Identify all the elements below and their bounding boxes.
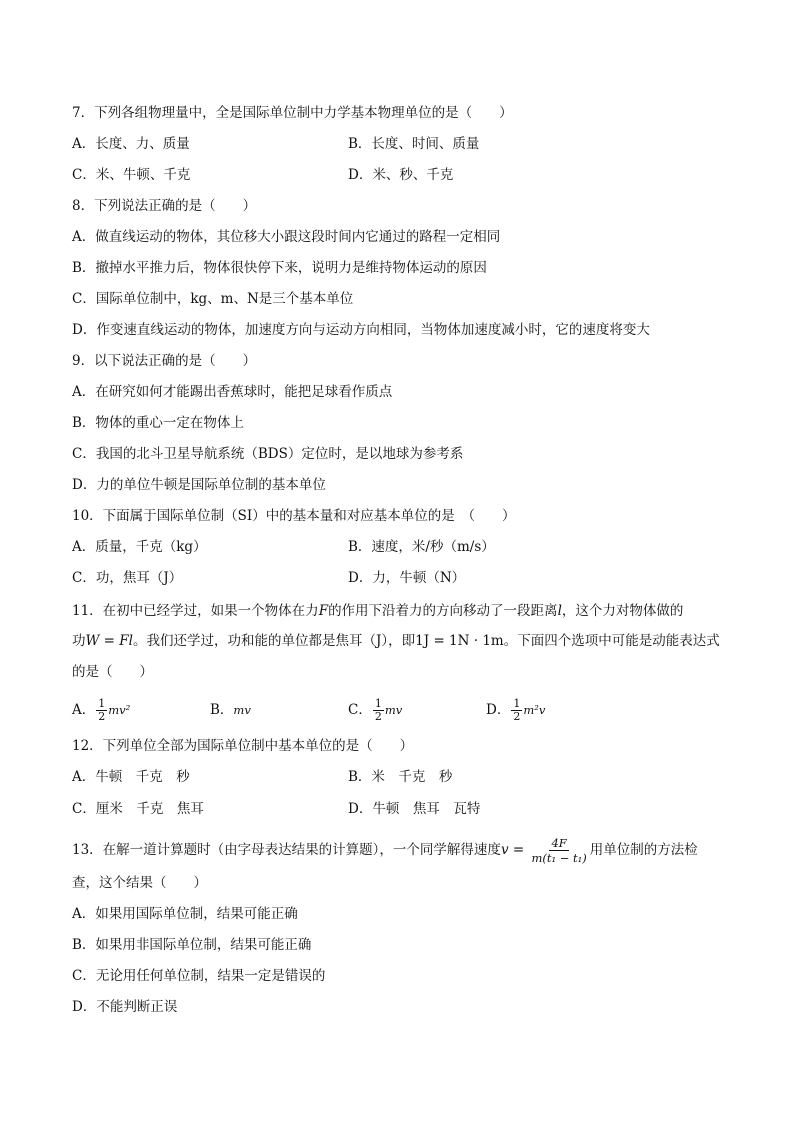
q10-option-a: A．质量，千克（kg） [72,539,207,555]
q12-option-a: A．牛顿 千克 秒 [72,769,190,785]
q13-equals: = [508,842,529,858]
q9-option-c: C．我国的北斗卫星导航系统（BDS）定位时，是以地球为参考系 [72,446,464,462]
q11-option-c-fraction [373,698,384,723]
q13-option-b: B．如果用非国际单位制，结果可能正确 [72,937,312,953]
q12-option-c: C．厘米 千克 焦耳 [72,801,204,817]
q11-text-1: 11．在初中已经学过，如果一个物体在力 [72,603,319,619]
q10-stem: 10．下面属于国际单位制（SI）中的基本量和对应基本单位的是 （ ） [72,508,516,524]
q11-option-d-fraction [511,698,522,723]
q7-stem: 7．下列各组物理量中，全是国际单位制中力学基本物理单位的是（ ） [72,105,513,121]
q13-stem-line2: 查，这个结果（ ） [72,875,207,891]
q11-stem-line1 [72,601,683,621]
q11-var-w: W [85,633,100,649]
q11-option-c [348,698,402,723]
q8-option-a: A．做直线运动的物体，其位移大小跟这段时间内它通过的路程一定相同 [72,229,501,245]
q11-option-c-label: C． [348,702,372,718]
q11-option-a-expr: mv² [108,703,131,717]
fraction-denominator: m(t₁ − t₁) [531,851,587,865]
q11-option-a-fraction [96,698,107,723]
fraction-numerator: 1 [374,697,382,710]
q13-velocity-fraction [529,836,588,865]
q10-option-d: D．力，牛顿（N） [348,570,466,586]
q13-stem-line1 [72,836,698,865]
q7-option-a: A．长度、力、质量 [72,136,190,152]
q8-option-b: B．撤掉水平推力后，物体很快停下来，说明力是维持物体运动的原因 [72,260,487,276]
fraction-denominator: 2 [513,710,521,723]
q11-option-b-expr: mv [233,703,251,717]
q11-text-5: 。我们还学过，功和能的单位都是焦耳（J），即1J = 1N · 1m。下面四个选项中可能是动能表达式 [132,633,720,649]
q10-option-b: B．速度，米/秒（m/s） [348,539,495,555]
q9-option-b: B．物体的重心一定在物体上 [72,415,244,431]
q9-option-a: A．在研究如何才能踢出香蕉球时，能把足球看作质点 [72,384,393,400]
q13-var-v: v [500,842,509,858]
q8-option-d: D．作变速直线运动的物体，加速度方向与运动方向相同，当物体加速度减小时，它的速度将变大 [72,322,650,338]
q12-option-b: B．米 千克 秒 [348,769,453,785]
q11-stem-line3: 的是（ ） [72,664,153,680]
q11-option-d-label: D． [486,702,511,718]
q7-option-d: D．米、秒、千克 [348,167,454,183]
q13-text-2: 用单位制的方法检 [589,842,698,858]
q8-option-c: C．国际单位制中，kg、m、N是三个基本单位 [72,291,354,307]
q11-option-d [486,698,545,723]
q7-option-c: C．米、牛顿、千克 [72,167,191,183]
q13-text-1: 13．在解一道计算题时（由字母表达结果的计算题），一个同学解得速度 [72,842,501,858]
q13-option-d: D．不能判断正误 [72,999,178,1015]
q13-option-a: A．如果用国际单位制，结果可能正确 [72,906,298,922]
q11-var-f: F [318,603,329,619]
q11-option-c-expr: mv [384,703,403,717]
fraction-denominator: 2 [374,710,382,723]
q13-option-c: C．无论用任何单位制，结果一定是错误的 [72,968,326,984]
q11-option-d-expr: m²v [523,703,546,717]
q11-text-2: 的作用下沿着力的方向移动了一段距离 [328,603,558,619]
q11-option-b-label: B． [210,702,234,718]
q10-option-c: C．功，焦耳（J） [72,570,183,586]
q9-option-d: D．力的单位牛顿是国际单位制的基本单位 [72,477,326,493]
q9-stem: 9．以下说法正确的是（ ） [72,353,257,369]
q11-equals: = [99,633,120,649]
q11-option-a-label: A． [72,702,96,718]
fraction-numerator: 1 [513,697,521,710]
q11-var-l: l [557,603,562,619]
q7-option-b: B．长度、时间、质量 [348,136,480,152]
q8-stem: 8．下列说法正确的是（ ） [72,198,257,214]
fraction-numerator: 4F [551,836,567,850]
fraction-numerator: 1 [98,697,106,710]
q11-option-a [72,698,130,723]
fraction-denominator: 2 [98,710,106,723]
q11-stem-line2 [72,631,720,651]
q12-stem: 12．下列单位全部为国际单位制中基本单位的是（ ） [72,738,414,754]
q11-text-4: 功 [72,633,86,649]
q11-option-b [210,700,251,720]
q12-option-d: D．牛顿 焦耳 瓦特 [348,801,481,817]
q11-var-fl: Fl [119,633,133,649]
q11-text-3: ，这个力对物体做的 [561,603,684,619]
